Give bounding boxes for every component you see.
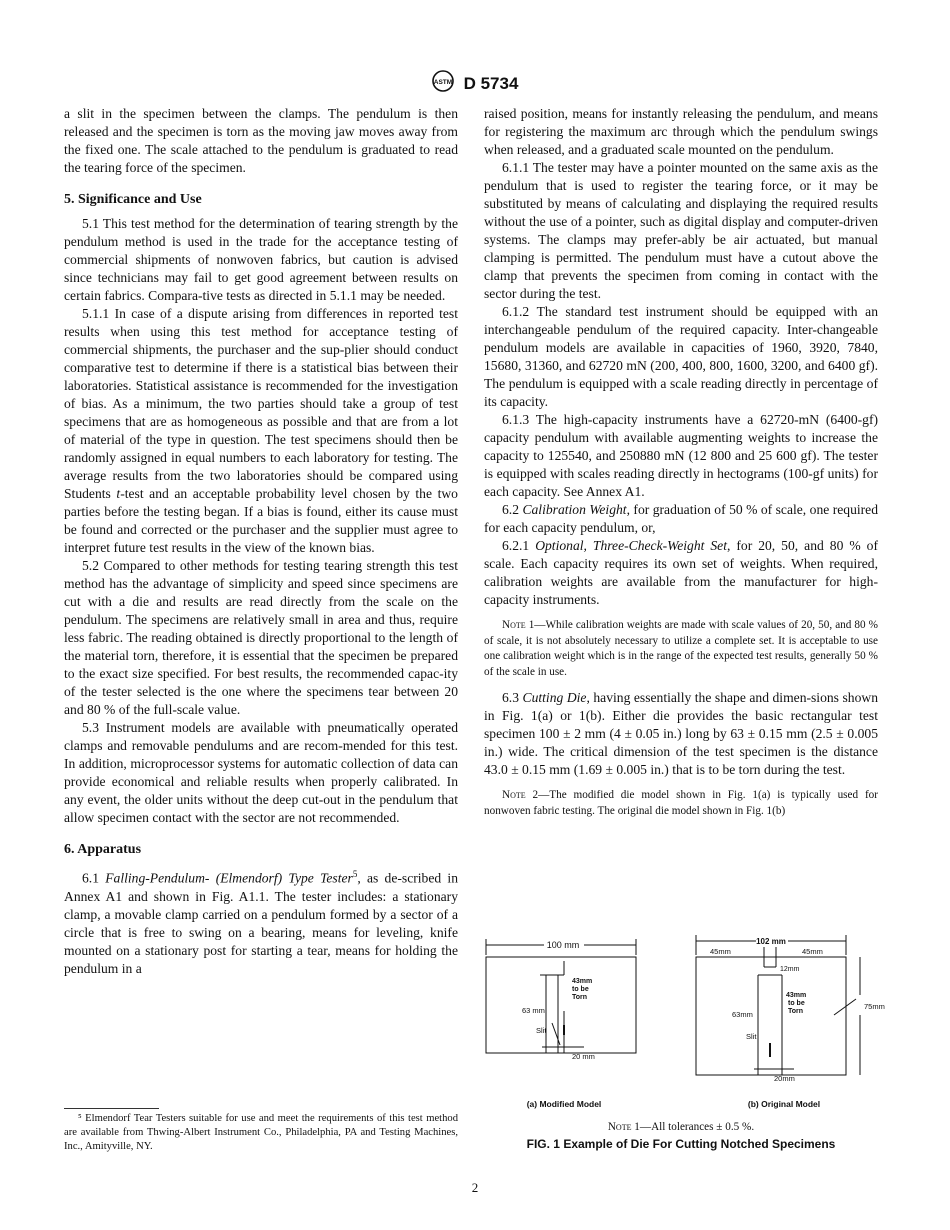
dim-b-slit: Slit (746, 1032, 757, 1041)
dim-a-height: 63 mm (522, 1006, 545, 1015)
dim-a-slit: Slit (536, 1026, 547, 1035)
paragraph-6-1-1: 6.1.1 The tester may have a pointer mounted on the same axis as the pendulum that is used to register the tearing force, or it may be substituted by means of calculating and displaying the required results without the use of a pointer, such as digital display and computer-driven systems. The clamps may prefer-ably be air actuated, but manual clamping is permitted. The pendulum must have a cutout above the clamp that prevents the specimen from coming in contact with the sector during the test. (484, 160, 878, 301)
footnote-divider (64, 1108, 159, 1109)
paragraph-6-2: 6.2 Calibration Weight, for graduation of 50 % of scale, one required for each capacity pendulum, or, (484, 502, 879, 535)
dim-a-torn-1: 43mm (572, 978, 593, 985)
dim-b-torn-2: to be (788, 1000, 805, 1007)
figure-note: Note 1—All tolerances ± 0.5 %. (607, 1121, 755, 1133)
page-number: 2 (471, 1180, 479, 1195)
page-header (0, 70, 950, 97)
dim-b-base: 20mm (774, 1074, 795, 1083)
dim-b-overall: 75mm (864, 1002, 885, 1011)
astm-logo-text: ASTM (433, 79, 452, 86)
dim-a-torn-2: to be (572, 986, 589, 993)
paragraph-6-1: 6.1 Falling-Pendulum- (Elmendorf) Type Tester$^5$, as de-scribed in Annex A1 and shown in Fig. A1.1. The tester includes: a stationary clamp, a movable clamp carried on a pendulum formed by a sector of a circle that is free to swing on a bearing, means for leveling, knife mounted on a stationary post for starting a tear, means for holding the pendulum in a (64, 869, 458, 976)
paragraph-intro: a slit in the specimen between the clamps. The pendulum is then released and the specimen is torn as the moving jaw moves away from the fixed one. The scale attached to the pendulum is graduated to read the tearing force of the specimen. (64, 106, 458, 175)
paragraph-6-1-3: 6.1.3 The high-capacity instruments have a 62720-mN (6400-gf) capacity pendulum with available augmenting weights to increase the capacity to 125540, and 250880 mN (12 800 and 25 600 gf). The tester is equipped with scales reading directly in hectograms (100-gf units) for each capacity. See Annex A1. (484, 412, 878, 499)
dim-b-left: 45mm (710, 947, 731, 956)
caption-a: (a) Modified Model (526, 1099, 602, 1109)
die-modified-model (486, 939, 636, 1053)
dim-b-torn-3: Torn (788, 1008, 804, 1015)
dim-a-torn-3: Torn (572, 994, 588, 1001)
paragraph-5-2: 5.2 Compared to other methods for testing tearing strength this test method has the advantage of simplicity and speed since specimens are cut with a die and results are read directly from the scale on the pendulum. The specimens are relatively small in area and thus, require less fabric. The reading obtained is directly proportional to the length of the material torn, therefore, it is essential that the specimen be prepared to the exact size specified. For best results, the recommended capac-ity of the tester selected is the one where the specimens tear between 20 and 80 % of the full-scale value. (64, 558, 458, 717)
dim-a-base: 20 mm (572, 1052, 595, 1061)
figure-title: FIG. 1 Example of Die For Cutting Notched Specimens (526, 1137, 836, 1151)
footnote-5: ⁵ Elmendorf Tear Testers suitable for use and meet the requirements of this test method are available from Thwing-Albert Instrument Co., Philadelphia, PA and Testing Machines, Inc., Amityville, NY. (64, 1113, 458, 1152)
dim-b-notch: 12mm (780, 966, 800, 973)
paragraph-5-1-1: 5.1.1 In case of a dispute arising from differences in reported test results when using this test method for acceptance testing of commercial shipments, the purchaser and the sup-plier should conduct comparative test to determine if there is a statistical bias between their laboratories. Statistical assistance is recommended for the investigation of bias. As a minimum, the two parties should take a group of test specimens that are as homogeneous as possible and that are from a lot of material of the type in question. The test specimens should then be randomly assigned in equal numbers to each laboratory for testing. The average results from the two laboratories should be compared using Students t-test and an acceptable probability level chosen by the two parties before the testing began. If a bias is found, either its cause must be found and corrected or the purchaser and the supplier must agree to interpret future test results in the view of the known bias. (64, 306, 458, 555)
paragraph-5-1: 5.1 This test method for the determination of tearing strength by the pendulum method is used in the trade for the acceptance testing of commercial shipments of nonwoven fabrics, but caution is advised since technicians may fail to get good agreement between results on certain fabrics. Compara-tive tests as directed in 5.1.1 may be needed. (64, 216, 458, 303)
paragraph-6-3: 6.3 Cutting Die, having essentially the shape and dimen-sions shown in Fig. 1(a) or 1(b). Either die provides the basic rectangular test specimen 100 ± 2 mm (4 ± 0.05 in.) long by 63 ± 0.15 mm (2.5 ± 0.005 in.) wide. The critical dimension of the test specimen is the distance 43.0 ± 0.15 mm (1.69 ± 0.005 in.) that is to be torn during the test. (484, 690, 878, 777)
note-1: Note 1—While calibration weights are made with scale values of 20, 50, and 80 % of scale, it is not absolutely necessary to utilize a complete set. It is acceptable to use one calibration weight which is in the range of the expected test results, generally 50 % of the scale in use. (484, 619, 878, 678)
section-6-heading: 6. Apparatus (64, 842, 142, 857)
section-5-heading: 5. Significance and Use (64, 192, 202, 207)
dim-a-width: 100 mm (546, 940, 580, 950)
dim-b-height: 63mm (732, 1010, 753, 1019)
paragraph-6-2-1: 6.2.1 Optional, Three-Check-Weight Set, for 20, 50, and 80 % of scale. Each capacity requires its own set of weights. When required, calibration weights are available from the manufacturer for high-capacity instruments. (484, 538, 878, 607)
paragraph-continued: raised position, means for instantly releasing the pendulum, and means for registering the maximum arc through which the pendulum swings when released, and a graduated scale mounted on the pendulum. (484, 106, 878, 157)
left-column (64, 105, 458, 978)
paragraph-6-1-2: 6.1.2 The standard test instrument should be equipped with an interchangeable pendulum of the required capacity. Inter-changeable pendulum models are available in capacities of 1960, 3920, 7840, 15680, 31360, and 62720 mN (200, 400, 800, 1600, 3200, and 6400 gf). The pendulum is equipped with a scale reading directly in percentage of its capacity. (484, 304, 878, 409)
figure-1-diagram (484, 935, 885, 1120)
die-original-model (696, 935, 860, 1075)
dim-b-width: 102 mm (756, 937, 786, 946)
standard-designation: D 5734 (463, 73, 519, 93)
right-column (484, 105, 878, 828)
paragraph-5-3: 5.3 Instrument models are available with pneumatically operated clamps and removable pendulums and are recom-mended for this test. In addition, microprocessor systems for automatic collection of data can provide economical and reliable results when properly calibrated. In any event, the older units without the deep cut-out in the pendulum that allow specimen contact with the sector are not recommended. (64, 720, 458, 825)
caption-b: (b) Original Model (747, 1099, 821, 1109)
dim-b-torn-1: 43mm (786, 992, 807, 999)
figure-1-caption (484, 1120, 878, 1151)
astm-logo-icon (432, 70, 454, 97)
dim-b-right: 45mm (802, 947, 823, 956)
note-2: Note 2—The modified die model shown in Fig. 1(a) is typically used for nonwoven fabric testing. The original die model shown in Fig. 1(b) (484, 789, 878, 817)
